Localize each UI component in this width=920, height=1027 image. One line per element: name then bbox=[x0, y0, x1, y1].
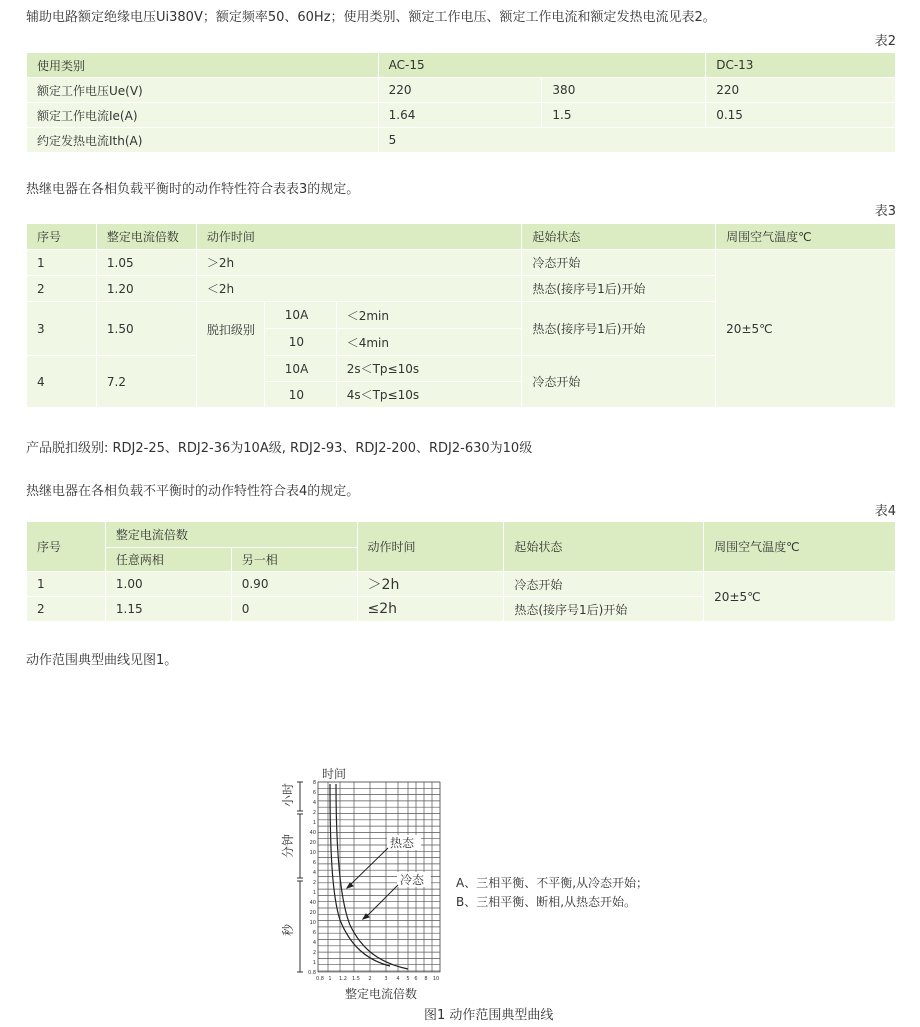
table4-cell: 冷态开始 bbox=[504, 572, 704, 597]
table3-cell: 冷态开始 bbox=[522, 250, 716, 276]
table3-cell: 10A bbox=[264, 302, 336, 329]
table3-label: 表3 bbox=[874, 204, 896, 219]
table3-cell: ＞2h bbox=[196, 250, 522, 276]
table3-cell: 1.20 bbox=[96, 276, 196, 302]
figure-hot-label: 热态 bbox=[390, 836, 415, 850]
table2-cell: 5 bbox=[378, 128, 895, 153]
table4-cell: 1.15 bbox=[105, 597, 231, 622]
table3-temp-cell: 20±5℃ bbox=[716, 250, 896, 408]
figure-legend-a: A、三相平衡、不平衡,从冷态开始； bbox=[456, 876, 649, 890]
x-tick-label: 2 bbox=[368, 976, 372, 982]
table-row bbox=[27, 572, 896, 597]
table3-header-state: 起始状态 bbox=[522, 224, 716, 250]
table3-cell: 1 bbox=[27, 250, 97, 276]
y-tick-label: 10 bbox=[309, 850, 316, 856]
table4-header-no: 序号 bbox=[27, 522, 106, 572]
x-tick-label: 10 bbox=[432, 976, 440, 982]
table2-cell: 约定发热电流Ith(A) bbox=[27, 128, 379, 153]
y-tick-label: 4 bbox=[312, 800, 316, 806]
table4-cell: 热态(接序号1后)开始 bbox=[504, 597, 704, 622]
y-tick-label: 4 bbox=[312, 870, 316, 876]
table2-cell: AC-15 bbox=[378, 53, 706, 78]
table2 bbox=[26, 52, 896, 153]
table3-header-row bbox=[27, 224, 896, 250]
y-tick-label: 10 bbox=[309, 920, 316, 926]
y-tick-label: 6 bbox=[312, 860, 316, 866]
table3-cell: 10A bbox=[264, 356, 336, 382]
x-tick-label: 4 bbox=[396, 976, 400, 982]
y-tick-label: 0.8 bbox=[308, 970, 316, 976]
figure-caption: 图1 动作范围典型曲线 bbox=[424, 1008, 554, 1022]
intro-paragraph-3: 产品脱扣级别: RDJ2-25、RDJ2-36为10A级, RDJ2-93、RDJ2-200、RDJ2-630为10级 bbox=[26, 441, 533, 456]
y-tick-label: 6 bbox=[312, 790, 316, 796]
table-row bbox=[27, 250, 896, 276]
y-tick-label: 2 bbox=[312, 810, 316, 816]
table4-cell: ≤2h bbox=[357, 597, 504, 622]
figure-y-ticks bbox=[308, 780, 316, 976]
intro-paragraph-5: 动作范围典型曲线见图1。 bbox=[26, 653, 178, 668]
table3-cell: 1.50 bbox=[96, 302, 196, 356]
y-tick-label: 40 bbox=[309, 900, 316, 906]
table3-cell: 7.2 bbox=[96, 356, 196, 408]
table2-cell: 220 bbox=[378, 78, 542, 103]
figure-unit-minute: 分钟 bbox=[281, 833, 295, 859]
table2-cell: 1.5 bbox=[542, 103, 706, 128]
table3-cell: 10 bbox=[264, 382, 336, 408]
x-tick-label: 0.8 bbox=[316, 976, 324, 982]
table3-cell: ＜4min bbox=[336, 329, 522, 356]
y-tick-label: 40 bbox=[309, 830, 316, 836]
table4-header-temp: 周围空气温度℃ bbox=[704, 522, 896, 572]
table3-header-no: 序号 bbox=[27, 224, 97, 250]
table4-header-state: 起始状态 bbox=[504, 522, 704, 572]
figure-unit-second: 秒 bbox=[281, 923, 295, 937]
table4-header-other: 另一相 bbox=[231, 548, 357, 572]
table3-trip-class: 脱扣级别 bbox=[196, 302, 264, 408]
table4-header-time: 动作时间 bbox=[357, 522, 504, 572]
x-tick-label: 8 bbox=[424, 976, 428, 982]
table3-header-mult: 整定电流倍数 bbox=[96, 224, 196, 250]
table4-header-mult: 整定电流倍数 bbox=[105, 522, 357, 548]
y-tick-label: 8 bbox=[312, 780, 316, 786]
figure-xlabel: 整定电流倍数 bbox=[345, 987, 418, 1001]
table2-cell: 额定工作电压Ue(V) bbox=[27, 78, 379, 103]
table3 bbox=[26, 223, 896, 408]
table3-cell: 热态(接序号1后)开始 bbox=[522, 276, 716, 302]
y-tick-label: 20 bbox=[309, 910, 316, 916]
table2-row-thermal bbox=[27, 128, 896, 153]
x-tick-label: 1.5 bbox=[352, 976, 360, 982]
table3-cell: 3 bbox=[27, 302, 97, 356]
figure-cold-label: 冷态 bbox=[400, 873, 425, 887]
y-tick-label: 1 bbox=[312, 960, 316, 966]
table2-row-voltage bbox=[27, 78, 896, 103]
x-tick-label: 6 bbox=[414, 976, 418, 982]
table3-cell: 2 bbox=[27, 276, 97, 302]
figure-unit-hour: 小时 bbox=[281, 782, 295, 808]
table3-cell: 2s＜Tp≤10s bbox=[336, 356, 522, 382]
table4-temp-cell: 20±5℃ bbox=[704, 572, 896, 622]
table4-cell: ＞2h bbox=[357, 572, 504, 597]
table2-cell: 使用类别 bbox=[27, 53, 379, 78]
table3-cell: 4s＜Tp≤10s bbox=[336, 382, 522, 408]
table4-cell: 1.00 bbox=[105, 572, 231, 597]
table3-cell: 4 bbox=[27, 356, 97, 408]
y-tick-label: 2 bbox=[312, 950, 316, 956]
figure-ytitle: 时间 bbox=[322, 767, 347, 781]
table4-cell: 0 bbox=[231, 597, 357, 622]
y-tick-label: 1 bbox=[312, 890, 316, 896]
table3-cell: ＜2h bbox=[196, 276, 522, 302]
table2-row-category bbox=[27, 53, 896, 78]
table3-header-time: 动作时间 bbox=[196, 224, 522, 250]
table3-cell: 冷态开始 bbox=[522, 356, 716, 408]
y-tick-label: 4 bbox=[312, 940, 316, 946]
table4-header-row bbox=[27, 522, 896, 548]
intro-paragraph-2: 热继电器在各相负载平衡时的动作特性符合表表3的规定。 bbox=[26, 182, 360, 197]
table2-cell: 220 bbox=[706, 78, 896, 103]
table2-cell: 0.15 bbox=[706, 103, 896, 128]
figure-unit-brackets bbox=[297, 782, 303, 972]
y-tick-label: 2 bbox=[312, 880, 316, 886]
table2-cell: 380 bbox=[542, 78, 706, 103]
table4-header-any: 任意两相 bbox=[105, 548, 231, 572]
table3-cell: 热态(接序号1后)开始 bbox=[522, 302, 716, 356]
intro-paragraph-1: 辅助电路额定绝缘电压Ui380V；额定频率50、60Hz；使用类别、额定工作电压、额定工作电流和额定发热电流见表2。 bbox=[26, 10, 716, 25]
table4-label: 表4 bbox=[874, 504, 896, 519]
x-tick-label: 3 bbox=[384, 976, 388, 982]
table3-cell: 10 bbox=[264, 329, 336, 356]
table3-cell: ＜2min bbox=[336, 302, 522, 329]
y-tick-label: 6 bbox=[312, 930, 316, 936]
table3-header-temp: 周围空气温度℃ bbox=[716, 224, 896, 250]
figure-x-ticks bbox=[316, 976, 439, 982]
x-tick-label: 5 bbox=[406, 976, 410, 982]
table2-row-current bbox=[27, 103, 896, 128]
table4-cell: 0.90 bbox=[231, 572, 357, 597]
x-tick-label: 1.2 bbox=[339, 976, 347, 982]
table4 bbox=[26, 521, 896, 622]
table2-cell: 额定工作电流Ie(A) bbox=[27, 103, 379, 128]
intro-paragraph-4: 热继电器在各相负载不平衡时的动作特性符合表4的规定。 bbox=[26, 484, 360, 499]
y-tick-label: 1 bbox=[312, 820, 316, 826]
table4-cell: 1 bbox=[27, 572, 106, 597]
y-tick-label: 20 bbox=[309, 840, 316, 846]
table4-cell: 2 bbox=[27, 597, 106, 622]
table2-label: 表2 bbox=[874, 34, 896, 49]
figure-legend-b: B、三相平衡、断相,从热态开始。 bbox=[456, 895, 637, 909]
table2-cell: DC-13 bbox=[706, 53, 896, 78]
trip-curve-figure bbox=[270, 760, 690, 1022]
x-tick-label: 1 bbox=[328, 976, 332, 982]
table2-cell: 1.64 bbox=[378, 103, 542, 128]
table3-cell: 1.05 bbox=[96, 250, 196, 276]
